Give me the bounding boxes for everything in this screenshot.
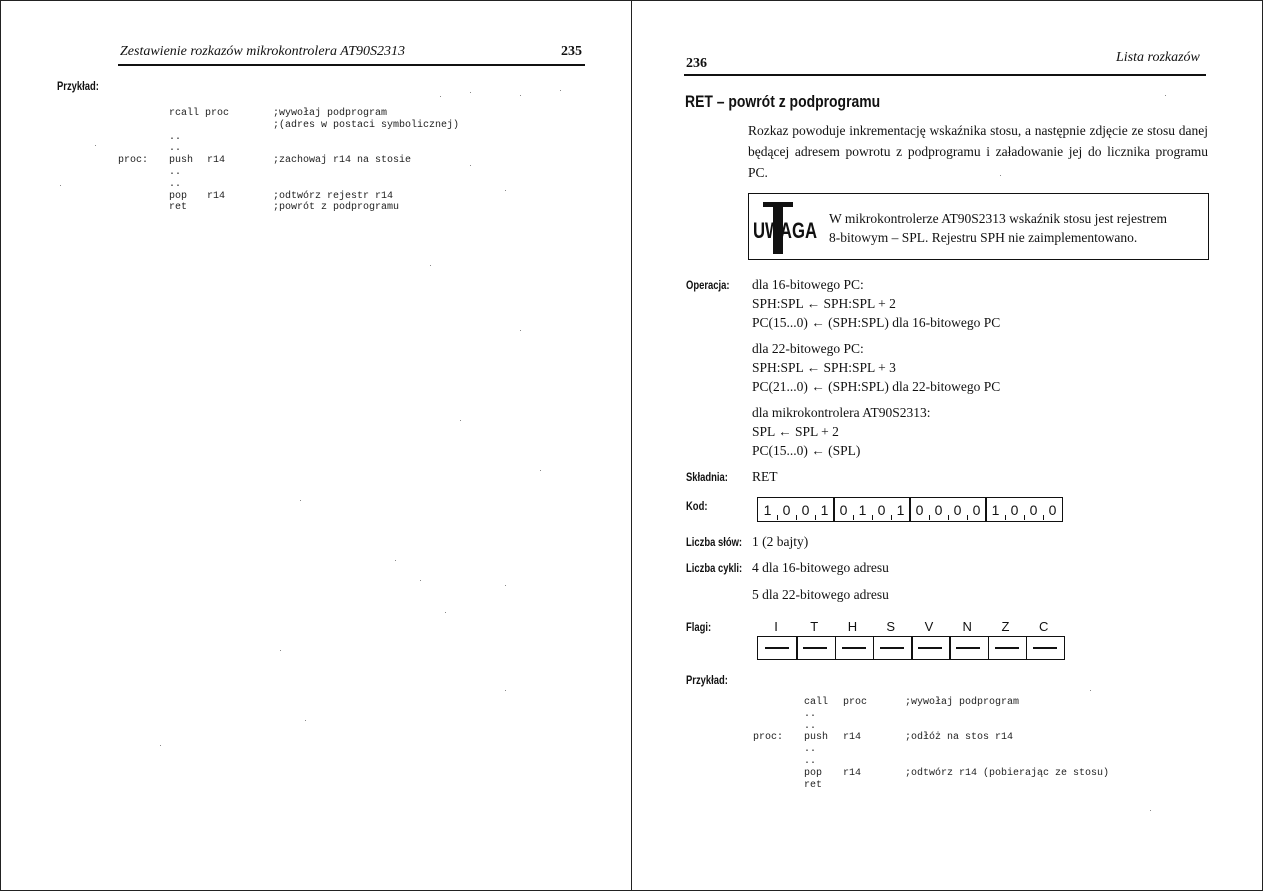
scan-speck [430,265,431,266]
instruction-heading: RET – powrót z podprogramu [685,92,881,111]
code-comment: ;wywołaj podprogram [273,108,388,119]
scan-speck [95,145,96,146]
instruction-description: Rozkaz powoduje inkrementację wskaźnika stosu, a następnie zdjęcie ze stosu danej będącej adresem powrotu z podprogramu i załadowanie jej do licznika programu PC. [748,123,1208,180]
nibble-separator [909,498,911,521]
code-op: rcall proc [169,108,230,119]
page-spread-divider [631,0,632,891]
opcode-bit: 1 [896,502,905,518]
scan-speck [1150,810,1151,811]
bit-tick [891,515,892,520]
right-running-header: Lista rozkazów [1116,50,1200,65]
opcode-bit: 0 [877,502,886,518]
code-op: .. [169,143,182,155]
opcode-bit: 0 [915,502,924,518]
left-running-header: Zestawienie rozkazów mikrokontrolera AT90S2313 [120,44,406,59]
flag-name: Z [1001,619,1010,634]
operation-line: SPL ← SPL + 2 [752,424,839,439]
note-box [748,193,1209,260]
flag-cell-separator [1026,637,1028,659]
code-op: .. [169,131,182,143]
scan-speck [160,745,161,746]
note-text [829,209,1204,247]
cycles-value-2: 5 dla 22-bitowego adresu [752,587,889,602]
flag-cell-separator [873,637,875,659]
opcode-bit: 0 [1029,502,1038,518]
code-args: r14 [207,190,226,202]
operation-label: Operacja: [686,280,730,292]
flag-cell-separator [911,637,913,659]
code-args: r14 [843,767,862,779]
opcode-bit: 0 [782,502,791,518]
flag-cell-separator [835,637,837,659]
flag-unchanged-dash [918,647,942,649]
code-label: proc: [118,155,149,167]
cycles-value-1: 4 dla 16-bitowego adresu [752,560,889,575]
code-args: r14 [843,732,862,744]
bit-tick [815,515,816,520]
scan-speck [395,560,396,561]
scan-speck [440,96,441,97]
operation-line: SPH:SPL ← SPH:SPL + 3 [752,360,896,375]
opcode-bit: 1 [763,502,772,518]
opcode-bit: 0 [1048,502,1057,518]
operation-line: PC(15...0) ← (SPH:SPL) dla 16-bitowego PC [752,315,1001,330]
right-header-rule [684,74,1206,76]
flag-name: N [962,619,972,634]
right-page-number: 236 [686,56,707,71]
bit-tick [872,515,873,520]
code-op: ret [804,779,823,791]
flag-unchanged-dash [765,647,789,649]
scan-speck [505,190,506,191]
scan-speck [520,95,521,96]
scan-speck [470,92,471,93]
scan-speck [540,470,541,471]
code-args: r14 [207,155,226,167]
scan-speck [1000,175,1001,176]
flag-box [757,636,1065,660]
scan-speck [305,720,306,721]
code-op: .. [804,708,817,720]
flag-unchanged-dash [956,647,980,649]
bit-tick [796,515,797,520]
code-comment: ;(adres w postaci symbolicznej) [273,119,460,131]
opcode-bit-box [757,497,1063,522]
words-label: Liczba słów: [686,537,743,549]
code-comment: ;odtwórz r14 (pobierając ze stosu) [905,767,1110,779]
code-label: Kod: [686,501,708,513]
opcode-bit: 0 [839,502,848,518]
code-op: pop [169,190,188,202]
flag-name: S [886,619,896,634]
code-op: pop [804,767,823,779]
code-comment: ;odtwórz rejestr r14 [273,190,394,202]
code-args: proc [843,697,868,708]
left-header-rule [118,64,585,66]
bit-tick [967,515,968,520]
flags-label: Flagi: [686,622,712,634]
flag-name: H [847,619,858,634]
opcode-bit: 1 [820,502,829,518]
opcode-bit: 0 [972,502,981,518]
flag-unchanged-dash [842,647,866,649]
bit-tick [1005,515,1006,520]
code-comment: ;odłóż na stos r14 [905,732,1014,744]
operation-line: PC(21...0) ← (SPH:SPL) dla 22-bitowego PC [752,379,1001,394]
scan-speck [460,420,461,421]
scan-speck [505,585,506,586]
code-label: proc: [753,732,784,744]
code-comment: ;zachowaj r14 na stosie [273,155,412,167]
nibble-separator [833,498,835,521]
words-value: 1 (2 bajty) [752,534,809,549]
code-op: ret [169,202,188,214]
opcode-bit: 1 [858,502,867,518]
flag-unchanged-dash [803,647,827,649]
bit-tick [1024,515,1025,520]
operation-line: PC(15...0) ← (SPL) [752,443,861,458]
opcode-bit: 1 [991,502,1000,518]
opcode-bit: 0 [934,502,943,518]
code-op: push [804,732,829,744]
opcode-bit: 0 [1010,502,1019,518]
flag-cell-separator [988,637,990,659]
left-page-number: 235 [561,44,582,59]
scan-speck [1090,690,1091,691]
cycles-label: Liczba cykli: [686,563,743,575]
code-comment: ;powrót z podprogramu [273,202,400,214]
note-line-2: 8-bitowym – SPL. Rejestru SPH nie zaimplementowano. [829,230,1138,245]
syntax-label: Składnia: [686,472,728,484]
operation-line: dla 16-bitowego PC: [752,277,864,292]
scan-speck [445,612,446,613]
flag-unchanged-dash [880,647,904,649]
flag-unchanged-dash [995,647,1019,649]
flag-name: T [810,619,819,634]
flag-name: V [924,619,934,634]
warning-logo-icon [749,194,824,259]
flag-cell-separator [796,637,798,659]
operation-line: dla 22-bitowego PC: [752,341,864,356]
warning-logo-text: UWAGA [753,218,818,243]
scan-speck [520,330,521,331]
bit-tick [929,515,930,520]
code-op: .. [804,720,817,732]
scan-speck [280,650,281,651]
scan-speck [470,165,471,166]
code-op: .. [804,744,817,756]
flag-cell-separator [949,637,951,659]
code-op: call [804,697,829,708]
bit-tick [948,515,949,520]
syntax-value: RET [752,469,778,484]
code-op: .. [169,178,182,190]
code-comment: ;wywołaj podprogram [905,697,1020,708]
flag-name: C [1039,619,1049,634]
note-line-1: W mikrokontrolerze AT90S2313 wskaźnik stosu jest rejestrem [829,211,1167,226]
operation-line: SPH:SPL ← SPH:SPL + 2 [752,296,896,311]
operation-line: dla mikrokontrolera AT90S2313: [752,405,931,420]
code-op: push [169,155,194,167]
bit-tick [1043,515,1044,520]
code-op: .. [169,167,182,178]
flag-unchanged-dash [1033,647,1057,649]
bit-tick [777,515,778,520]
nibble-separator [985,498,987,521]
opcode-bit: 0 [801,502,810,518]
scan-speck [505,690,506,691]
bit-tick [853,515,854,520]
right-example-label: Przykład: [686,675,728,687]
scan-speck [420,580,421,581]
scan-speck [560,90,561,91]
scan-speck [60,185,61,186]
scan-speck [300,500,301,501]
code-op: .. [804,756,817,767]
flag-name: I [774,619,778,634]
scan-speck [1165,95,1166,96]
opcode-bit: 0 [953,502,962,518]
left-example-label: Przykład: [57,81,99,93]
